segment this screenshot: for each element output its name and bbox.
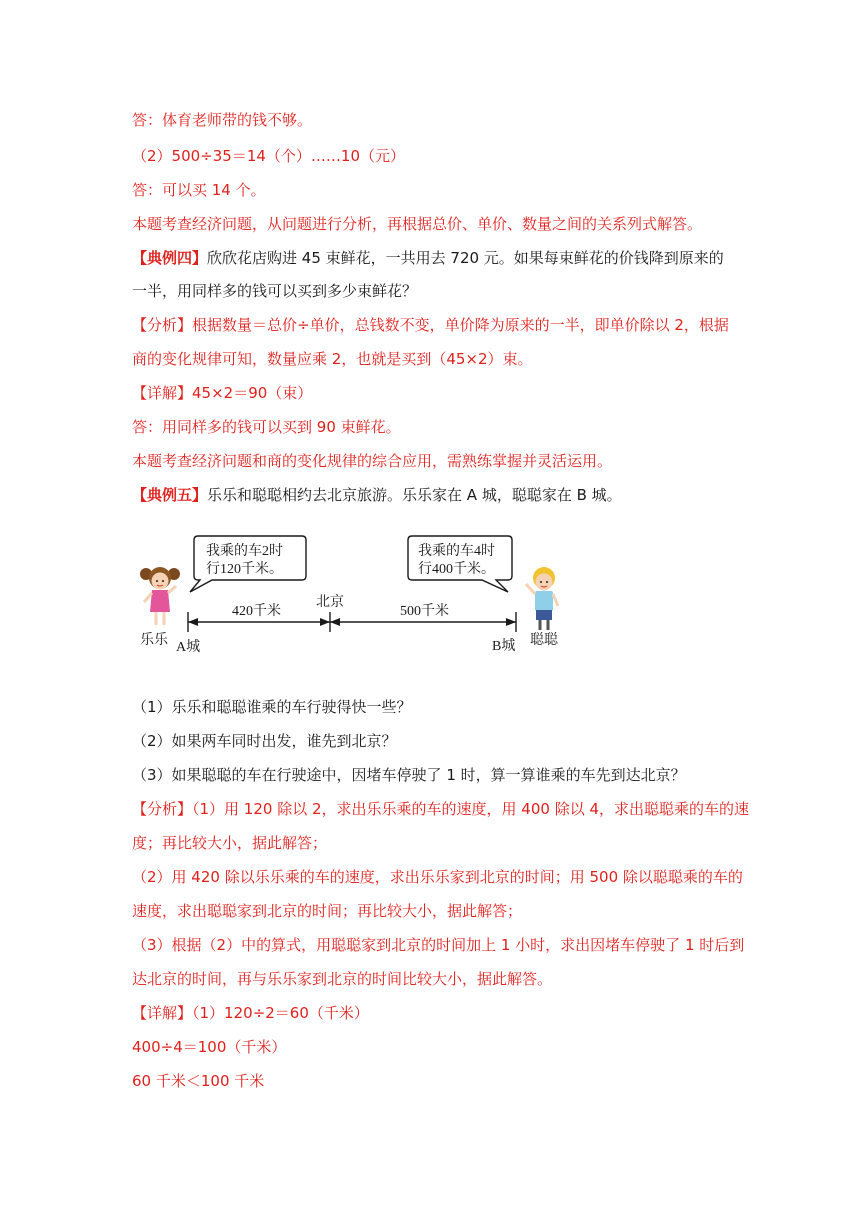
calc-line: （2）500÷35＝14（个）……10（元） — [132, 147, 406, 165]
note-line: 本题考查经济问题，从问题进行分析，再根据总价、单价、数量之间的关系列式解答。 — [132, 215, 703, 233]
answer-line: 答：用同样多的钱可以买到 90 束鲜花。 — [132, 418, 401, 436]
analysis-line: 【分析】根据数量＝总价÷单价，总钱数不变，单价降为原来的一半，即单价除以 2，根据 — [132, 316, 729, 334]
analysis-line: （2）用 420 除以乐乐乘的车的速度，求出乐乐家到北京的时间；用 500 除以聪聪乘的车的 — [132, 868, 743, 886]
example-five-tag: 【典例五】 — [132, 486, 208, 504]
detail-line: 400÷4＝100（千米） — [132, 1038, 287, 1056]
arrow-left-start — [188, 618, 198, 626]
distance-right-label: 500千米 — [400, 604, 449, 619]
analysis-line-2: 商的变化规律可知，数量应乘 2，也就是买到（45×2）束。 — [132, 350, 533, 368]
name-congcong: 聪聪 — [530, 633, 558, 648]
answer-line: 答：体育老师带的钱不够。 — [132, 111, 313, 129]
distance-left-label: 420千米 — [232, 604, 281, 619]
question-2: （2）如果两车同时出发，谁先到北京？ — [132, 732, 397, 750]
analysis-line: 【分析】（1）用 120 除以 2，求出乐乐乘的车的速度，用 400 除以 4，求出聪聪乘的车的速 — [132, 800, 750, 818]
question-1: （1）乐乐和聪聪谁乘的车行驶得快一些？ — [132, 698, 412, 716]
answer-line: 答：可以买 14 个。 — [132, 181, 266, 199]
detail-line: 60 千米＜100 千米 — [132, 1072, 265, 1090]
bubble-right-text-1: 我乘的车4时 — [418, 544, 495, 559]
question-3: （3）如果聪聪的车在行驶途中，因堵车停驶了 1 时，算一算谁乘的车先到达北京？ — [132, 766, 686, 784]
city-b-label: B城 — [492, 639, 516, 654]
distance-diagram-svg — [132, 530, 572, 660]
bubble-left-text-1: 我乘的车2时 — [206, 544, 283, 559]
detail-text: （1）120÷2＝60（千米） — [192, 1004, 369, 1022]
example-five-text: 乐乐和聪聪相约去北京旅游。乐乐家在 A 城，聪聪家在 B 城。 — [207, 486, 622, 504]
example-four-text-2: 一半，用同样多的钱可以买到多少束鲜花？ — [132, 282, 418, 300]
analysis-line: （3）根据（2）中的算式，用聪聪家到北京的时间加上 1 小时，求出因堵车停驶了 1 时后到 — [132, 936, 745, 954]
detail-line — [132, 1003, 732, 1023]
bubble-left-text-2: 行120千米。 — [206, 562, 283, 577]
detail-tag: 【详解】 — [132, 1004, 193, 1022]
boy-figure-icon — [526, 567, 558, 630]
beijing-label: 北京 — [316, 595, 344, 610]
name-lele: 乐乐 — [140, 633, 168, 648]
example-four-tag: 【典例四】 — [132, 249, 208, 267]
arrow-left-end — [320, 618, 330, 626]
note-line: 本题考查经济问题和商的变化规律的综合应用，需熟练掌握并灵活运用。 — [132, 452, 613, 470]
example-five-question — [132, 485, 732, 505]
distance-diagram — [132, 530, 572, 660]
example-four-question — [132, 248, 732, 268]
detail-tag: 【详解】 — [132, 384, 193, 402]
analysis-line: 度；再比较大小，据此解答； — [132, 834, 328, 852]
bubble-right-text-2: 行400千米。 — [418, 562, 495, 577]
detail-text: 45×2＝90（束） — [192, 384, 313, 402]
arrow-right-start — [330, 618, 340, 626]
analysis-line: 速度，求出聪聪家到北京的时间；再比较大小，据此解答； — [132, 902, 523, 920]
girl-figure-icon — [140, 567, 180, 625]
example-four-text: 欣欣花店购进 45 束鲜花，一共用去 720 元。如果每束鲜花的价钱降到原来的 — [207, 249, 724, 267]
arrow-right-end — [506, 618, 516, 626]
detail-line — [132, 383, 732, 403]
analysis-line: 达北京的时间，再与乐乐家到北京的时间比较大小，据此解答。 — [132, 970, 553, 988]
city-a-label: A城 — [176, 640, 201, 655]
